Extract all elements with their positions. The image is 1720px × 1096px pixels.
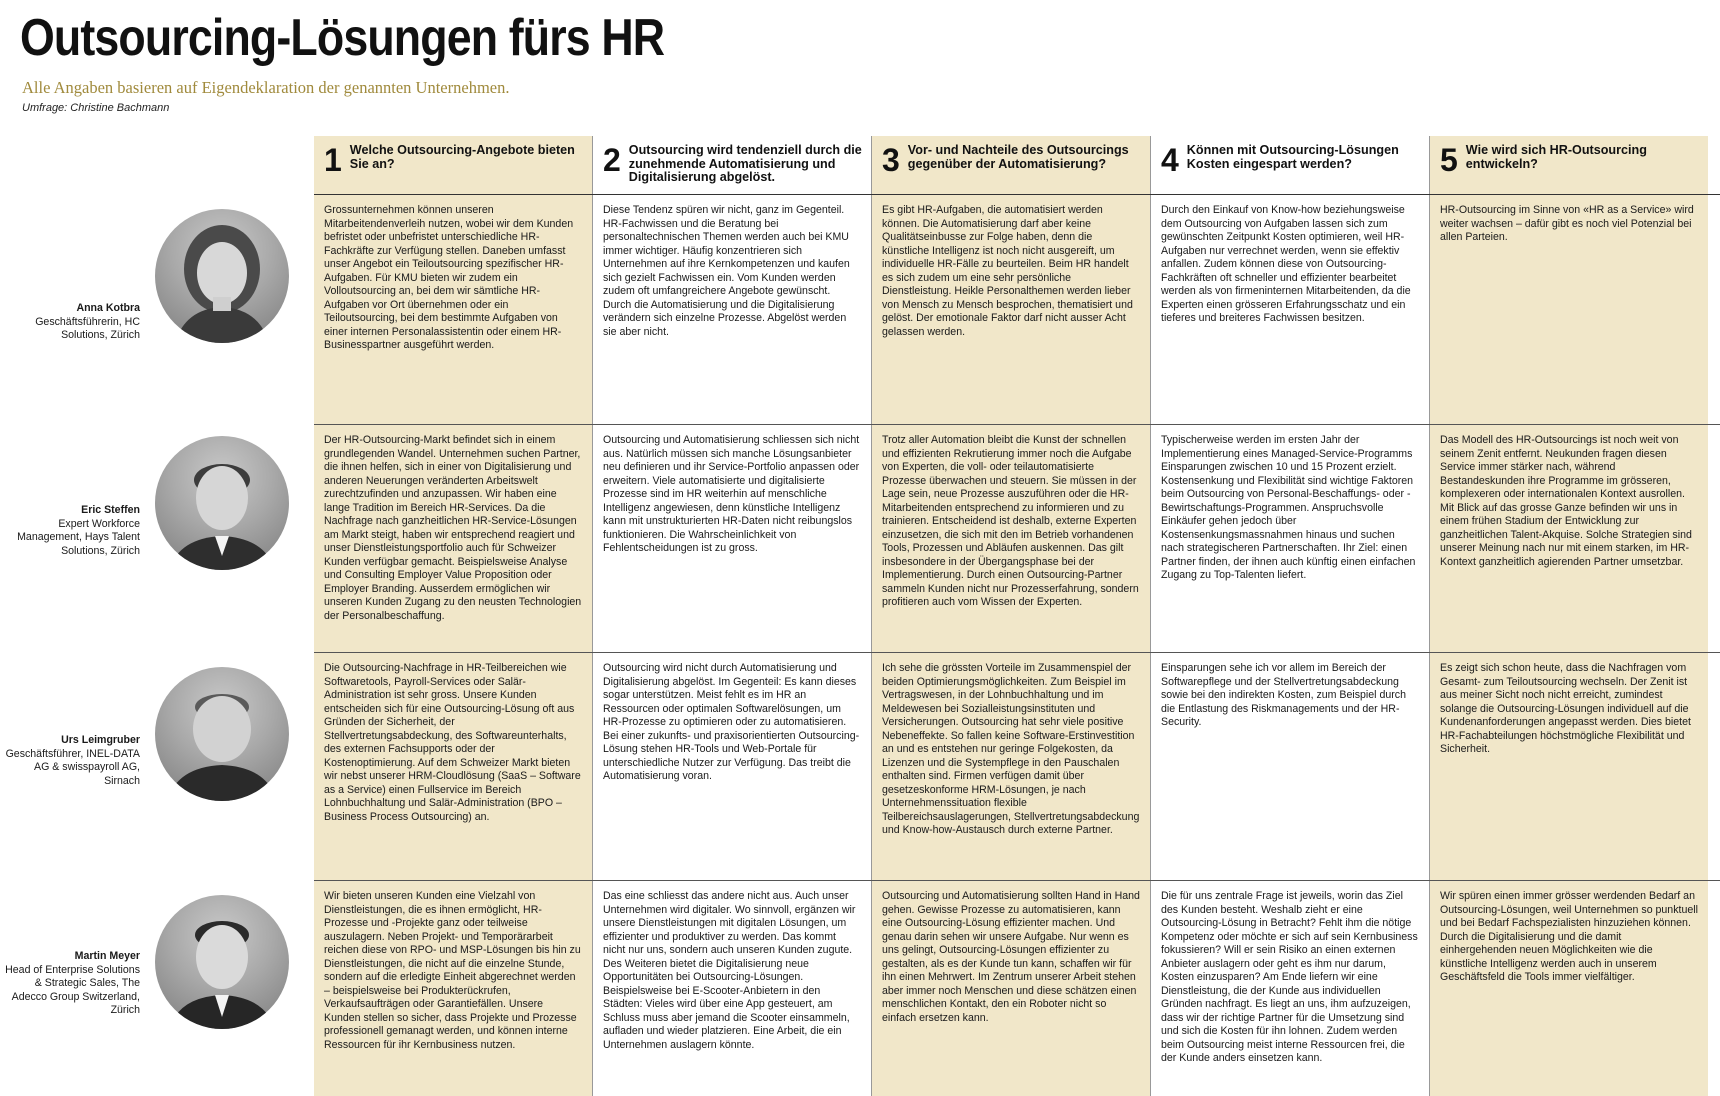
respondent-1 xyxy=(0,302,140,343)
respondent-name: Anna Kotbra xyxy=(76,302,140,314)
respondent-role: Geschäftsführer, INEL-DATA AG & swisspayroll AG, Sirnach xyxy=(5,747,140,787)
respondent-4 xyxy=(0,950,140,1018)
question-text: Vor- und Nachteile des Outsourcings gegenüber der Automatisierung? xyxy=(907,143,1129,171)
respondent-3 xyxy=(0,734,140,788)
answer-cell: HR-Outsourcing im Sinne von «HR as a Service» wird weiter wachsen – dafür gibt es noch viel Potenzial bei allen Parteien. xyxy=(1440,204,1694,243)
portrait-man-icon xyxy=(155,667,289,801)
question-number: 2 xyxy=(603,142,621,178)
answer-cell: Outsourcing wird nicht durch Automatisierung und Digitalisierung abgelöst. Im Gegenteil: Es kann dieses sogar unterstützen. Meist fehlt es im HR an Ressourcen oder optimalen Softwarelösungen, um HR-Prozesse zu optimieren oder zu automatisieren. Bei einer zukunfts- und praxisorientierten Outsourcing-Lösung stehen HR-Tools und Web-Portale für unterschiedliche Nutzer zur Verfügung. Das treibt die Automatisierung voran. xyxy=(603,662,860,782)
respondent-name: Martin Meyer xyxy=(74,950,140,962)
question-number: 4 xyxy=(1161,142,1179,178)
answer-cell: Das Modell des HR-Outsourcings ist noch weit von seinem Zenit entfernt. Neukunden fragen diesen Service immer stärker nach, während Bestandeskunden ihre Programme im grösseren, komplexeren oder internationalen Kontext ausrollen. Mit Blick auf das grosse Ganze befinden wir uns in einem frühen Stadium der Entwicklung zur ganzheitlichen Talent-Akquise. Solche Strategien sind unserer Meinung nach nur mit einem starken, im HR-Kontext ganzheitlich agierenden Partner umsetzbar. xyxy=(1440,434,1692,568)
respondent-name: Eric Steffen xyxy=(81,504,140,516)
answer-cell: Einsparungen sehe ich vor allem im Bereich der Softwarepflege und der Stellvertretungsabdeckung sowie bei den indirekten Kosten, zum Beispiel durch die Entlastung des Riskmanagements und der HR-Security. xyxy=(1161,662,1406,728)
answer-cell: Durch den Einkauf von Know-how beziehungsweise dem Outsourcing von Aufgaben lassen sich zum gewünschten Zeitpunkt Kosten optimieren, weil HR-Aufgaben nur verrechnet werden, wenn sie effektiv anfallen. Zudem können diese von Outsourcing-Fachkräften oft schneller und effizienter bearbeitet werden als von firmeninternen Mitarbeitenden, da die Experten einen grösseren Erfahrungsschatz und ein tieferes und breiteres Fachwissen besitzen. xyxy=(1161,204,1411,324)
answer-cell: Trotz aller Automation bleibt die Kunst der schnellen und effizienten Rekrutierung immer noch die Aufgabe von Experten, die voll- oder teilautomatisierte Prozesse überwachen und steuern. Sie müssen in der Lage sein, neue Prozesse auszuführen oder die HR-Mitarbeitenden entsprechend zu informieren und zu trainieren. Entscheidend ist deshalb, externe Experten einzusetzen, die sich mit den im Betrieb vorhandenen Tools, Prozessen und Abläufen auskennen. Das gilt insbesondere in der Übergangsphase bei der Implementierung. Durch einen Outsourcing-Partner sammeln Kunden nicht nur Prozesserfahrung, sondern profitieren auch vom Wissen der Experten. xyxy=(882,434,1139,608)
byline: Umfrage: Christine Bachmann xyxy=(22,102,170,114)
respondent-role: Geschäftsführerin, HC Solutions, Zürich xyxy=(35,315,140,341)
question-header-5 xyxy=(1430,136,1708,194)
answer-cell: Grossunternehmen können unseren Mitarbeitendenverleih nutzen, wobei wir dem Kunden befristet oder unbefristet unterschiedliche HR-Fachkräfte zur Verfügung stellen. Daneben umfasst unser Angebot ein Teiloutsourcing spezifischer HR-Aufgaben. Für KMU bieten wir zudem ein Volloutsourcing an, bei dem wir sämtliche HR-Aufgaben vor Ort übernehmen oder ein Teiloutsourcing, bei dem bestimmte Aufgaben von einer internen Personalassistentin oder einem HR-Businesspartner ausgeführt werden. xyxy=(324,204,574,351)
question-number: 3 xyxy=(882,142,900,178)
answer-cell: Outsourcing und Automatisierung schliessen sich nicht aus. Natürlich müssen sich manche Lösungsanbieter neu definieren und ihr Service-Portfolio anpassen oder erweitern. Viele automatisierte und digitalisierte Prozesse sind im HR weiterhin auf menschliche Intelligenz angewiesen, denn künstliche Intelligenz kann mit unstrukturierten HR-Daten nicht reibungslos funktionieren. Die Wahrscheinlichkeit von Fehlentscheidungen ist zu gross. xyxy=(603,434,860,554)
portrait-woman-icon xyxy=(155,209,289,343)
respondent-role: Expert Workforce Management, Hays Talent Solutions, Zürich xyxy=(17,517,140,557)
question-header-2 xyxy=(593,136,871,194)
respondent-2 xyxy=(0,504,140,558)
question-header-3 xyxy=(872,136,1150,194)
portrait-man-icon xyxy=(155,895,289,1029)
question-number: 5 xyxy=(1440,142,1458,178)
answer-cell: Diese Tendenz spüren wir nicht, ganz im Gegenteil. HR-Fachwissen und die Beratung bei personaltechnischen Themen werden auch bei KMU immer wichtiger. Häufig konzentrieren sich Unternehmen auf ihre Kernkompetenzen und kaufen sich gezielt Fachwissen ein. Vom Kunden werden zudem oft umfangreichere Angebote gewünscht. Durch die Automatisierung und die Digitalisierung verändern sich einzelne Prozesse. Abgelöst werden sie aber nicht. xyxy=(603,204,850,338)
answer-cell: Outsourcing und Automatisierung sollten Hand in Hand gehen. Gewisse Prozesse zu automatisieren, kann eine Outsourcing-Lösung effizienter machen. Und genau darin sehen wir unsere Aufgabe. Nur wenn es uns gelingt, Outsourcing-Lösungen effizienter zu gestalten, als es der Kunde tun kann, schaffen wir für ihn einen Mehrwert. Im Zentrum unserer Arbeit stehen aber immer noch Menschen und diese schätzen einen menschlichen Kontakt, den ein Roboter nicht so einfach ersetzen kann. xyxy=(882,890,1140,1024)
answer-cell: Der HR-Outsourcing-Markt befindet sich in einem grundlegenden Wandel. Unternehmen suchen Partner, die ihnen helfen, sich in einer von Digitalisierung und anderen Neuerungen veränderten Arbeitswelt zurechtzufinden und anzupassen. Wir haben eine lange Tradition im Bereich HR-Services. Da die Nachfrage nach ganzheitlichen HR-Service-Lösungen am Markt steigt, haben wir entsprechend reagiert und unser Dienstleistungsportfolio auch für Schweizer Kunden verfügbar gemacht. Beispielsweise Analyse und Consulting Employer Value Proposition oder Employer Branding. Ausserdem ermöglichen wir unseren Kunden Zugang zu den neusten Technologien der Personalbeschaffung. xyxy=(324,434,582,622)
answer-cell: Typischerweise werden im ersten Jahr der Implementierung eines Managed-Service-Programms Einsparungen zwischen 10 und 15 Prozent erzielt. Kostensenkung und Flexibilität sind wichtige Faktoren beim Outsourcing von Personal-Beschaffungs- oder -Bewirtschaftungs-Programmen. Anspruchsvolle Einkäufer gehen jedoch über Kostensenkungsmassnahmen hinaus und suchen nach strategischeren Partnerschaften. Ihr Ziel: einen Partner finden, der ihnen auch künftig einen einfachen Zugang zu Top-Talenten liefert. xyxy=(1161,434,1416,581)
row-divider xyxy=(314,424,1720,425)
portrait-man-icon xyxy=(155,436,289,570)
header-rule xyxy=(314,194,1720,195)
subtitle: Alle Angaben basieren auf Eigendeklaration der genannten Unternehmen. xyxy=(22,78,510,97)
answer-cell: Es zeigt sich schon heute, dass die Nachfragen vom Gesamt- zum Teiloutsourcing wechseln. Der Zenit ist aus meiner Sicht noch nicht erreicht, zumindest solange die Outsourcing-Lösungen individuell auf die Kundenanforderungen angepasst werden. Dies bietet HR-Fachabteilungen höchstmögliche Flexibilität und Sicherheit. xyxy=(1440,662,1691,755)
answer-cell: Die Outsourcing-Nachfrage in HR-Teilbereichen wie Softwaretools, Payroll-Services oder Salär-Administration ist sehr gross. Unsere Kunden entscheiden sich für eine Outsourcing-Lösung oft aus Gründen der Sicherheit, der Stellvertretungsabdeckung, des Softwareunterhalts, des externen Fachsupports oder der Kostenoptimierung. Auf dem Schweizer Markt bieten wir nebst unserer HRM-Cloudlösung (SaaS – Software as a Service) einen Fullservice im Bereich Lohnbuchhaltung und Salär-Administration (BPO – Business Process Outsourcing) an. xyxy=(324,662,581,823)
question-text: Können mit Outsourcing-Lösungen Kosten eingespart werden? xyxy=(1186,143,1399,171)
respondent-name: Urs Leimgruber xyxy=(61,734,140,746)
answer-cell: Es gibt HR-Aufgaben, die automatisiert werden können. Die Automatisierung darf aber keine Qualitätseinbusse zur Folge haben, denn die künstliche Intelligenz ist noch nicht ausgereift, um individuelle HR-Fälle zu beurteilen. Beim HR handelt es sich zudem um eine sehr persönliche Dienstleistung. Heikle Personalthemen werden lieber von Mensch zu Mensch besprochen, thematisiert und gelöst. Der emotionale Faktor darf nicht ausser Acht gelassen werden. xyxy=(882,204,1133,338)
page-title: Outsourcing-Lösungen fürs HR xyxy=(20,9,665,67)
question-header-4 xyxy=(1151,136,1429,194)
question-text: Wie wird sich HR-Outsourcing entwickeln? xyxy=(1465,143,1647,171)
respondent-role: Head of Enterprise Solutions & Strategic Sales, The Adecco Group Switzerland, Zürich xyxy=(5,963,140,1016)
row-divider xyxy=(314,880,1720,881)
row-divider xyxy=(314,652,1720,653)
answer-cell: Wir bieten unseren Kunden eine Vielzahl von Dienstleistungen, die es ihnen ermöglicht, HR-Prozesse und -Projekte ganz oder teilweise auszulagern. Neben Projekt- und Temporärarbeit reichen diese von RPO- und MSP-Lösungen bis hin zu Dienstleistungen, die nicht auf die einzelne Stunde, sondern auf die erledigte Einheit abgerechnet werden – beispielsweise bei Produkterückrufen, Verkaufsaufträgen oder Garantiefällen. Unsere Kunden stellen so sicher, dass Projekte und Prozesse professionell gemanagt werden, und können interne Ressourcen für ihr Kernbusiness nutzen. xyxy=(324,890,581,1051)
answer-cell: Ich sehe die grössten Vorteile im Zusammenspiel der beiden Optimierungsmöglichkeiten. Zum Beispiel im Vertragswesen, in der Lohnbuchhaltung und im Meldewesen bei Sozialleistungsinstituten und Versicherungen. Outsourcing hat sehr viele positive Nebeneffekte. So fallen keine Software-Erstinvestition an und es entstehen nur geringe Folgekosten, da Lizenzen und die Systempflege in den Pauschalen enthalten sind. Firmen verfügen damit über gesetzeskonforme HRM-Lösungen, je nach Unternehmenssituation flexible Teilbereichsauslagerungen, Stellvertretungsabdeckung und Know-how-Austausch durch externe Partner. xyxy=(882,662,1140,836)
answer-cell: Die für uns zentrale Frage ist jeweils, worin das Ziel des Kunden besteht. Weshalb zieht er eine Outsourcing-Lösung in Betracht? Fehlt ihm die nötige Kompetenz oder möchte er sich auf sein Kernbusiness fokussieren? Will er sein Risiko an einen externen Anbieter auslagern oder geht es ihm nur darum, Kosten einzusparen? Am Ende liefern wir eine Dienstleistung, die der Kunde aus individuellen Gründen nachfragt. Es liegt an uns, ihm aufzuzeigen, dass wir der richtige Partner für die Umsetzung sind und sich die Kosten für ihn lohnen. Zudem werden beim Outsourcing meist interne Ressourcen frei, die der Kunde anders einsetzen kann. xyxy=(1161,890,1418,1064)
answer-cell: Wir spüren einen immer grösser werdenden Bedarf an Outsourcing-Lösungen, weil Unternehmen so punktuell und bei Bedarf Fachspezialisten hinzuziehen können. Durch die Digitalisierung und die damit einhergehenden neuen Möglichkeiten wie die künstliche Intelligenz werden auch in unserem Geschäftsfeld die Tools immer vielfältiger. xyxy=(1440,890,1698,983)
question-header-1 xyxy=(314,136,592,194)
answer-cell: Das eine schliesst das andere nicht aus. Auch unser Unternehmen wird digitaler. Wo sinnvoll, ergänzen wir unsere Dienstleistungen mit digitalen Lösungen, um effizienter und produktiver zu werden. Das kommt nicht nur uns, sondern auch unseren Kunden zugute. Des Weiteren bietet die Digitalisierung neue Opportunitäten bei Outsourcing-Lösungen. Beispielsweise bei E-Scooter-Anbietern in den Städten: Vieles wird über eine App gesteuert, am Schluss muss aber jemand die Scooter einsammeln, aufladen und wieder platzieren. Eine Arbeit, die ein Unternehmen auslagern könnte. xyxy=(603,890,856,1051)
question-text: Outsourcing wird tendenziell durch die zunehmende Automatisierung und Digitalisierung abgelöst. xyxy=(628,143,862,184)
question-number: 1 xyxy=(324,142,342,178)
question-text: Welche Outsourcing-Angebote bieten Sie an? xyxy=(349,143,575,171)
